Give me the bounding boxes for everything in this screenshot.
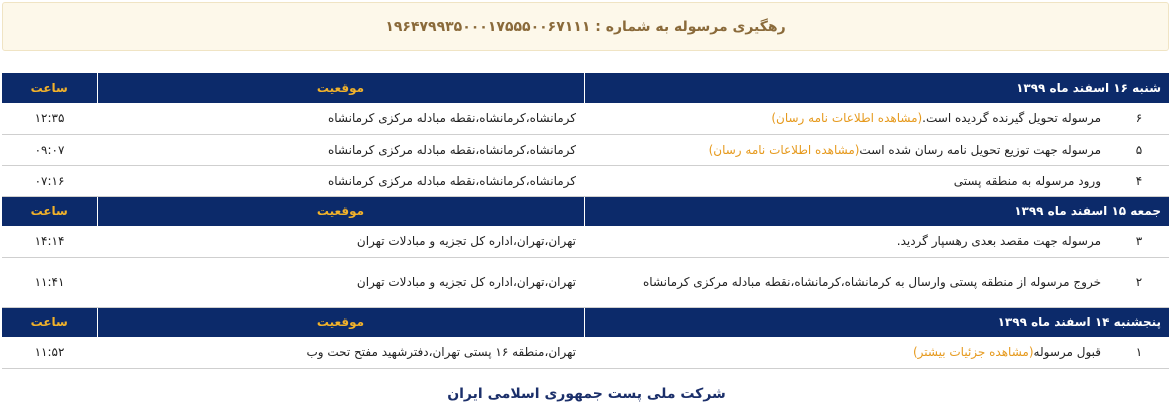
event-description — [584, 226, 1109, 257]
event-time: ۱۱:۴۱ — [2, 257, 97, 307]
footer-company-name: شرکت ملی پست جمهوری اسلامی ایران — [447, 386, 726, 402]
location-column-header: موقعیت — [97, 307, 584, 337]
tracking-title: رهگیری مرسوله به شماره : ۱۹۶۴۷۹۹۳۵۰۰۰۱۷۵۵۵۰۰۶۷۱۱۱ — [385, 18, 786, 35]
event-number: ۲ — [1109, 257, 1169, 307]
postman-info-link[interactable]: (مشاهده اطلاعات نامه رسان) — [708, 142, 860, 157]
table-row — [2, 257, 1169, 307]
event-text: مرسوله جهت توزیع تحویل نامه رسان شده است — [859, 142, 1102, 157]
time-column-header: ساعت — [2, 73, 97, 103]
event-number: ۶ — [1109, 103, 1169, 134]
table-row — [2, 134, 1169, 165]
event-text: مرسوله تحویل گیرنده گردیده است. — [922, 111, 1102, 126]
event-description — [584, 134, 1109, 165]
day-header-row — [2, 307, 1169, 337]
time-column-header: ساعت — [2, 307, 97, 337]
day-label: جمعه ۱۵ اسفند ماه ۱۳۹۹ — [584, 196, 1169, 226]
event-number: ۱ — [1109, 337, 1169, 368]
event-location: کرمانشاه،کرمانشاه،نقطه مبادله مرکزی کرمانشاه — [97, 103, 584, 134]
table-row — [2, 165, 1169, 196]
event-text: خروج مرسوله از منطقه پستی وارسال به کرمانشاه،کرمانشاه،نقطه مبادله مرکزی کرمانشاه — [643, 275, 1102, 289]
event-location: کرمانشاه،کرمانشاه،نقطه مبادله مرکزی کرمانشاه — [97, 165, 584, 196]
day-header-row — [2, 73, 1169, 103]
event-number: ۵ — [1109, 134, 1169, 165]
tracking-banner — [2, 2, 1169, 51]
table-row — [2, 103, 1169, 134]
event-text: ورود مرسوله به منطقه پستی — [953, 173, 1102, 188]
event-description — [584, 103, 1109, 134]
event-text: مرسوله جهت مقصد بعدی رهسپار گردید. — [896, 234, 1102, 249]
event-text: قبول مرسوله — [1033, 345, 1102, 360]
event-description — [584, 165, 1109, 196]
event-time: ۰۹:۰۷ — [2, 134, 97, 165]
event-location: تهران،منطقه ۱۶ پستی تهران،دفترشهید مفتح تحت وب — [97, 337, 584, 368]
table-row — [2, 337, 1169, 368]
tracking-table — [2, 73, 1169, 369]
event-time: ۱۴:۱۴ — [2, 226, 97, 257]
event-description — [584, 337, 1109, 368]
event-time: ۱۱:۵۲ — [2, 337, 97, 368]
event-location: تهران،تهران،اداره کل تجزیه و مبادلات تهران — [97, 257, 584, 307]
location-column-header: موقعیت — [97, 196, 584, 226]
location-column-header: موقعیت — [97, 73, 584, 103]
event-time: ۱۲:۳۵ — [2, 103, 97, 134]
event-location: کرمانشاه،کرمانشاه،نقطه مبادله مرکزی کرمانشاه — [97, 134, 584, 165]
event-description — [584, 257, 1109, 307]
day-header-row — [2, 196, 1169, 226]
event-number: ۳ — [1109, 226, 1169, 257]
event-location: تهران،تهران،اداره کل تجزیه و مبادلات تهران — [97, 226, 584, 257]
time-column-header: ساعت — [2, 196, 97, 226]
table-row — [2, 226, 1169, 257]
more-details-link[interactable]: (مشاهده جزئیات بیشتر) — [912, 345, 1034, 360]
event-number: ۴ — [1109, 165, 1169, 196]
postman-info-link[interactable]: (مشاهده اطلاعات نامه رسان) — [771, 111, 923, 126]
day-label: پنجشنبه ۱۴ اسفند ماه ۱۳۹۹ — [584, 307, 1169, 337]
day-label: شنبه ۱۶ اسفند ماه ۱۳۹۹ — [584, 73, 1169, 103]
event-time: ۰۷:۱۶ — [2, 165, 97, 196]
